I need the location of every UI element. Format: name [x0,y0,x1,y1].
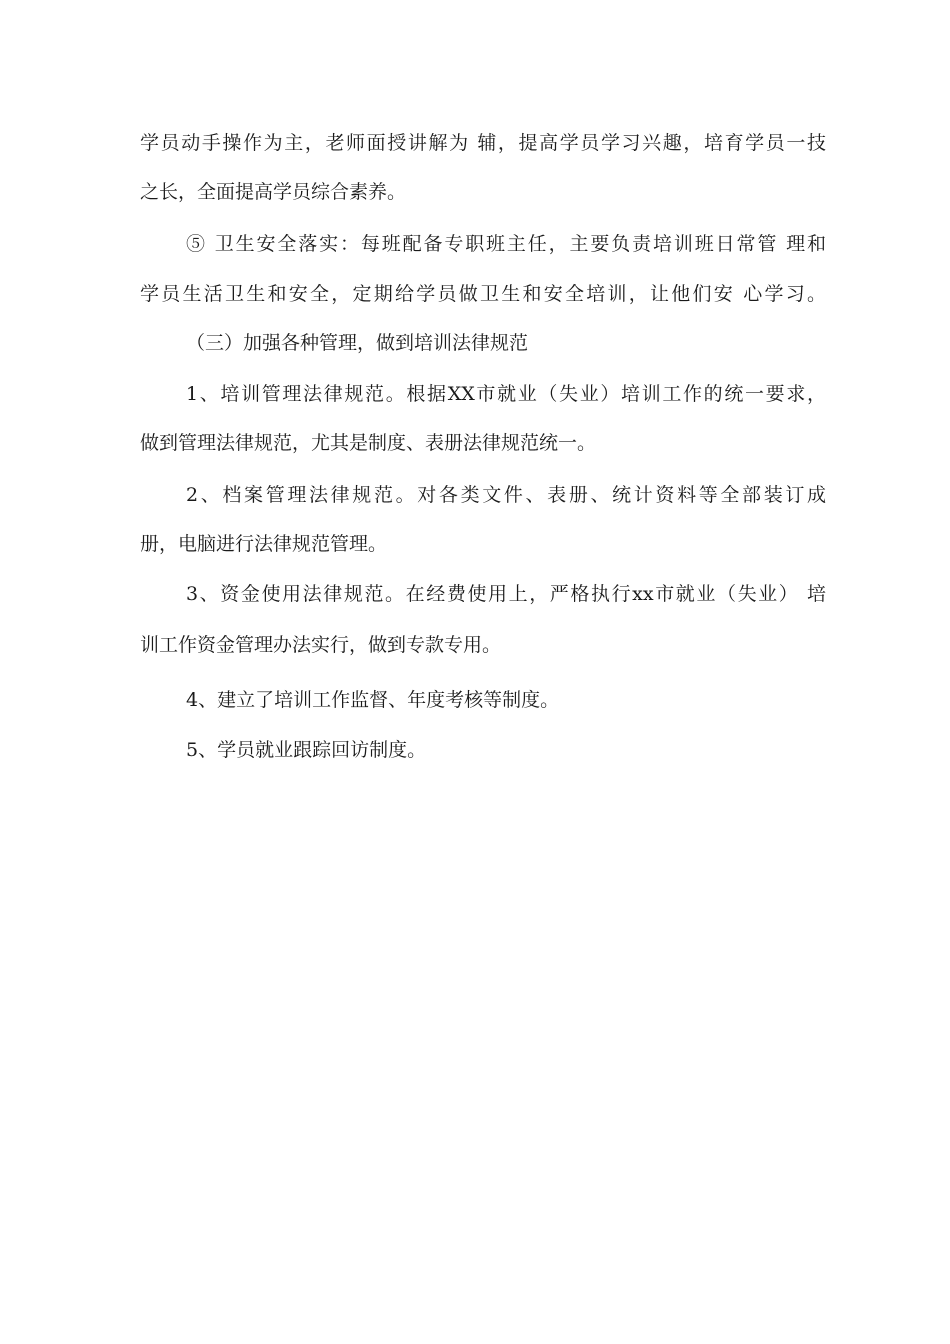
paragraph-line: 1、培训管理法律规范。根据XX市就业（失业）培训工作的统一要求， [186,383,826,405]
paragraph-line: 训工作资金管理办法实行，做到专款专用。 [140,634,502,656]
paragraph-line: ⑤ 卫生安全落实：每班配备专职班主任，主要负责培训班日常管 理和 [186,233,826,255]
paragraph-line: 学员动手操作为主，老师面授讲解为 辅，提高学员学习兴趣，培育学员一技 [140,132,826,154]
paragraph-line: 5、学员就业跟踪回访制度。 [186,739,427,761]
paragraph-line: 做到管理法律规范，尤其是制度、表册法律规范统一。 [140,432,597,454]
paragraph-line: 之长，全面提高学员综合素养。 [140,181,407,203]
paragraph-line: 册，电脑进行法律规范管理。 [140,533,388,555]
paragraph-line: 3、资金使用法律规范。在经费使用上，严格执行xx市就业（失业） 培 [186,583,826,605]
paragraph-line: 学员生活卫生和安全，定期给学员做卫生和安全培训，让他们安 心学习。 [140,283,826,305]
paragraph-line: 2、档案管理法律规范。对各类文件、表册、统计资料等全部装订成 [186,484,826,506]
section-heading: （三）加强各种管理，做到培训法律规范 [186,332,529,354]
paragraph-line: 4、建立了培训工作监督、年度考核等制度。 [186,689,560,711]
